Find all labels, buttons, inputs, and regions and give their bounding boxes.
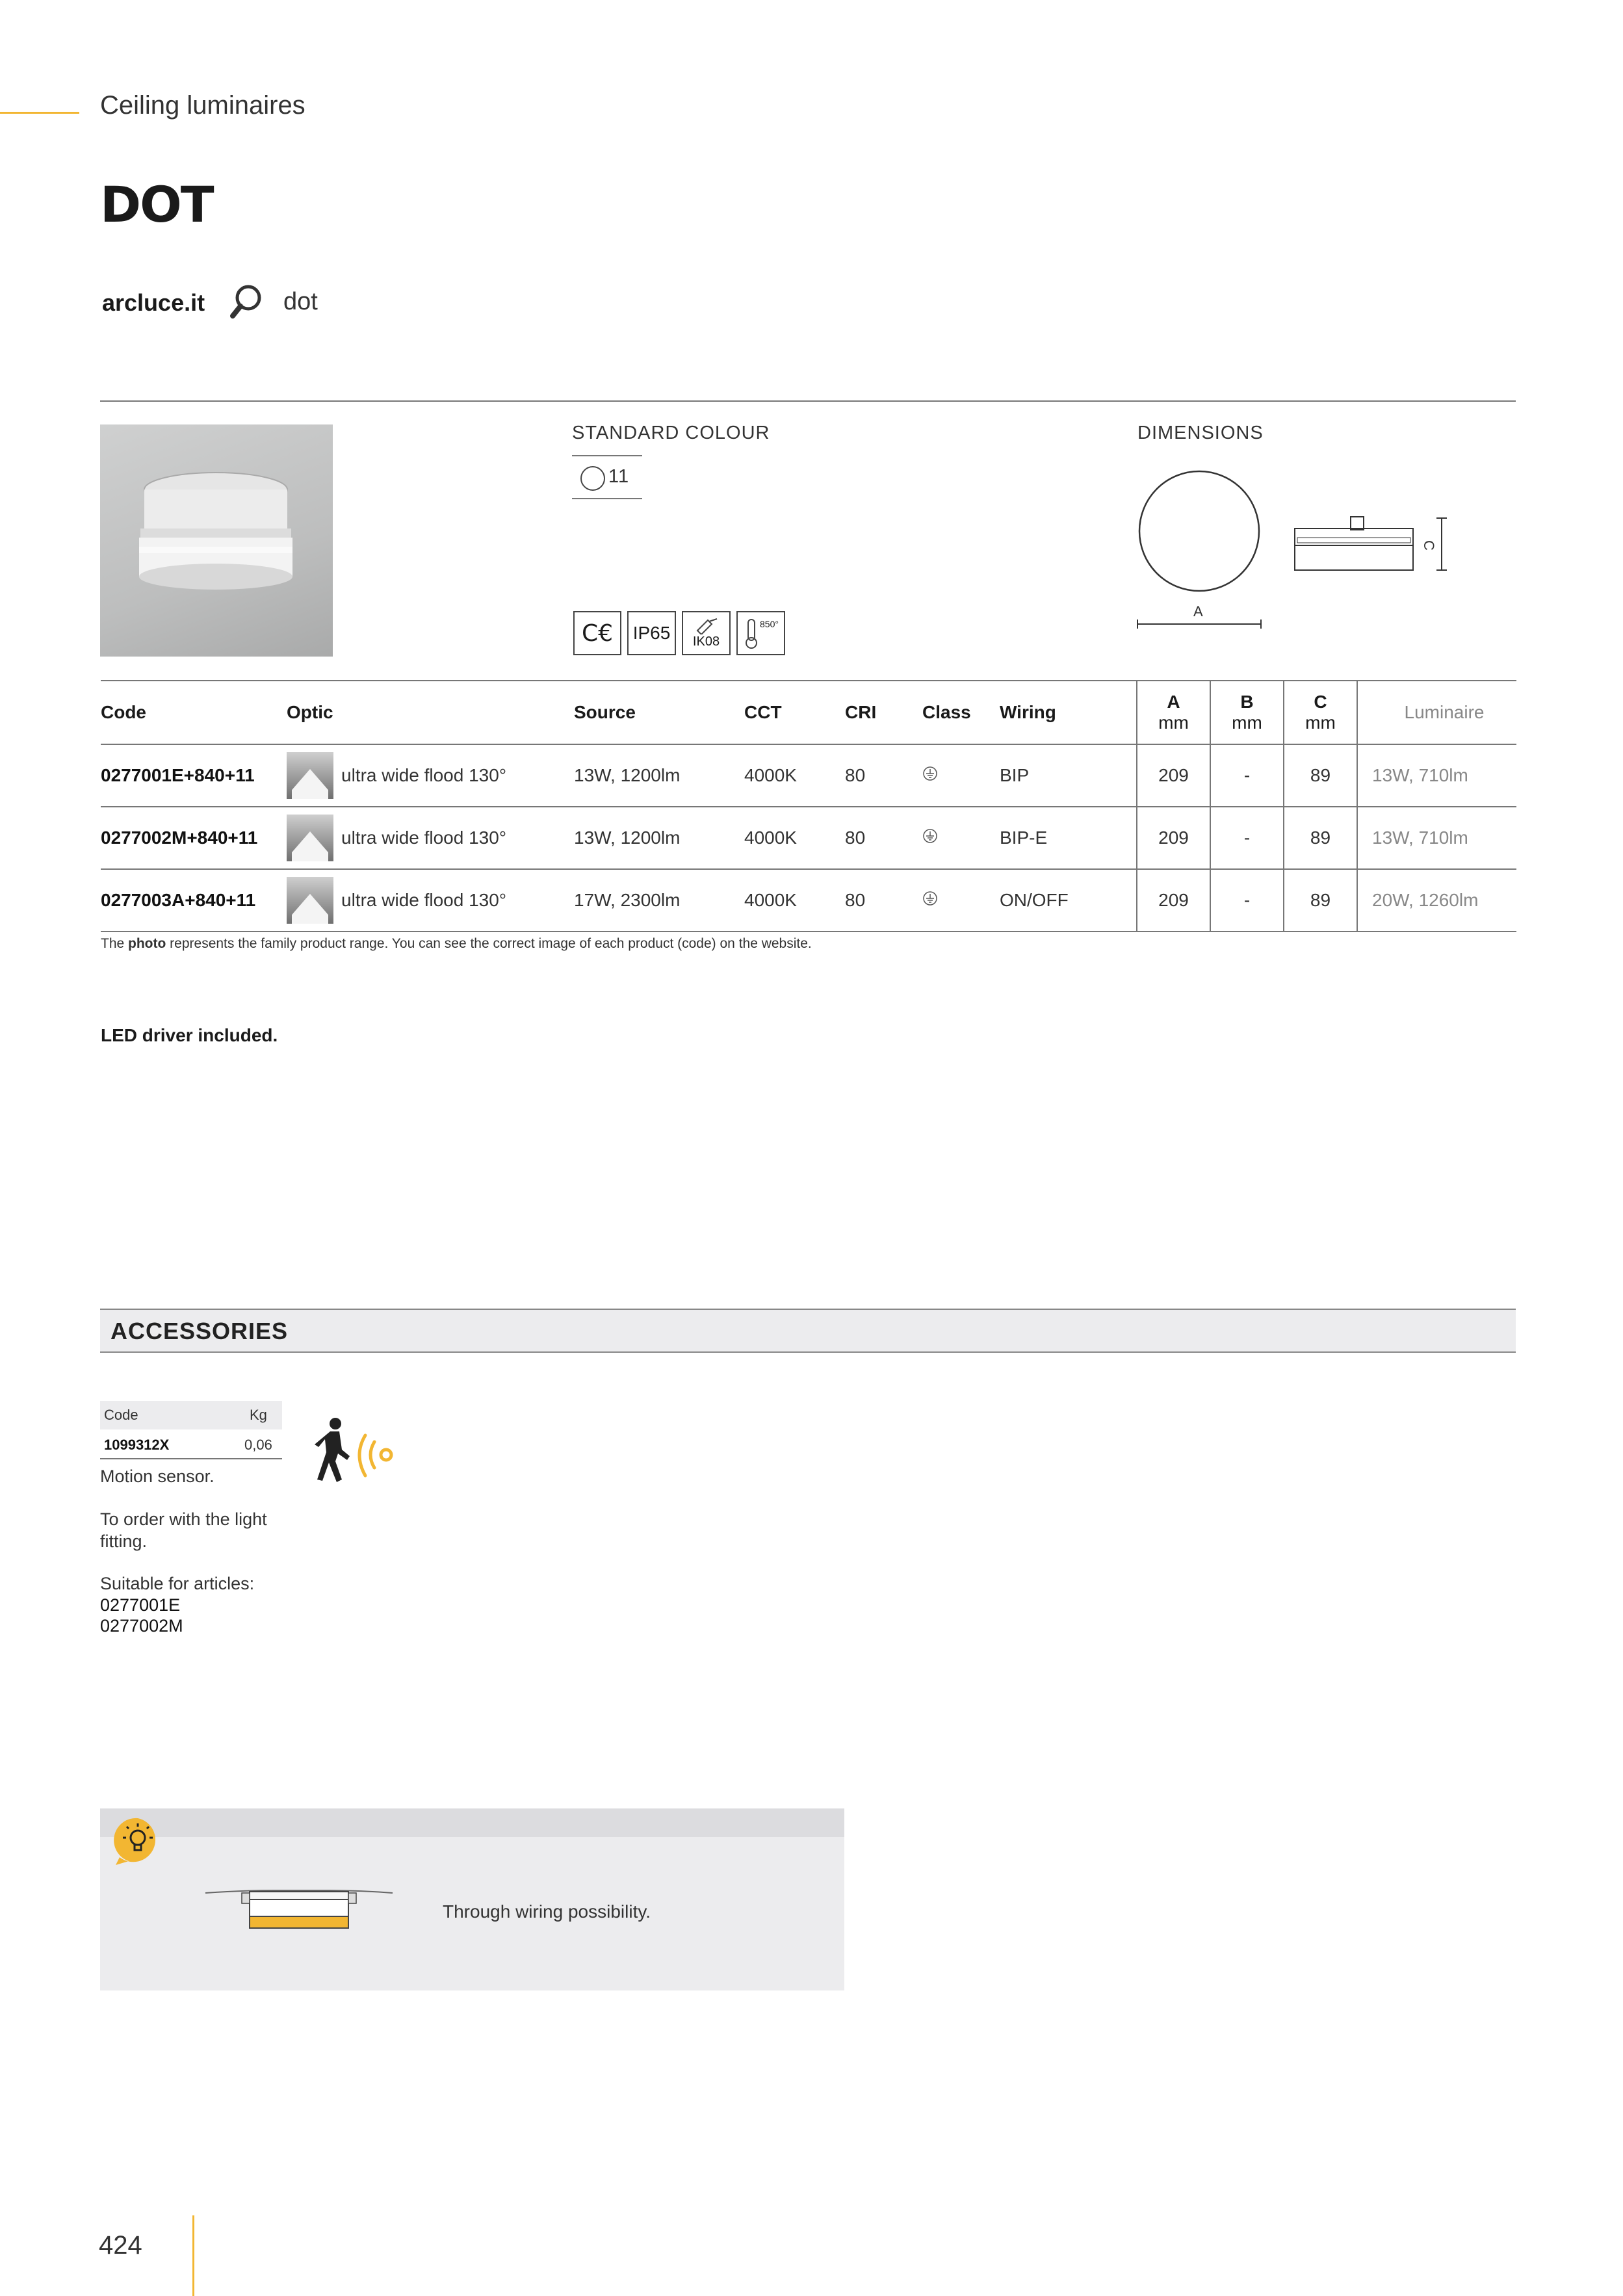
- accessory-article: 0277001E: [100, 1595, 181, 1615]
- accessory-suitable-label: Suitable for articles:: [100, 1574, 255, 1593]
- accessory-order-note: To order with the light fitting.: [100, 1509, 267, 1551]
- photo-note-pre: The: [101, 936, 129, 951]
- col-class: Class: [922, 681, 1000, 744]
- row-class: [922, 744, 1000, 807]
- standard-colour-label: STANDARD COLOUR: [572, 423, 770, 443]
- optic-beam-icon: [287, 877, 333, 924]
- col-code: Code: [101, 681, 287, 744]
- row-optic: [287, 869, 574, 932]
- earth-class-icon: [922, 828, 938, 844]
- photo-note-bold: photo: [128, 936, 166, 951]
- col-a-label: A: [1167, 692, 1180, 712]
- accessory-kg: 0,06: [244, 1437, 272, 1453]
- accessory-desc: Motion sensor.: [100, 1467, 214, 1486]
- footer-accent-line: [192, 2215, 194, 2296]
- dimension-c-label: C: [1420, 540, 1437, 551]
- photo-note-post: represents the family product range. You can see the correct image of each product (code) on the website.: [166, 936, 812, 951]
- section-title: Ceiling luminaires: [100, 91, 305, 120]
- glow-wire-badge: [736, 611, 785, 655]
- tip-text: Through wiring possibility.: [443, 1901, 651, 1922]
- colour-code: 11: [608, 466, 630, 487]
- accessory-col-kg: Kg: [250, 1407, 267, 1423]
- row-c: 89: [1284, 807, 1357, 869]
- table-header-row: [101, 681, 1516, 744]
- thermometer-icon: [743, 617, 760, 649]
- accessory-col-code: Code: [104, 1407, 138, 1423]
- optic-beam-icon: [287, 752, 333, 799]
- row-c: 89: [1284, 744, 1357, 807]
- row-code: 0277002M+840+11: [101, 807, 287, 869]
- product-title: DOT: [100, 176, 213, 233]
- earth-class-icon: [922, 891, 938, 906]
- accessory-article: 0277002M: [100, 1616, 183, 1636]
- search-icon: [229, 283, 263, 320]
- row-luminaire: 20W, 1260lm: [1357, 869, 1516, 932]
- spec-table: [101, 680, 1516, 932]
- row-b: -: [1210, 744, 1284, 807]
- lightbulb-tip-icon: [113, 1816, 164, 1866]
- colour-divider-top: [572, 455, 642, 456]
- col-a: [1137, 681, 1210, 744]
- col-b-unit: mm: [1232, 712, 1262, 733]
- row-source: 13W, 1200lm: [574, 807, 744, 869]
- col-cri: CRI: [845, 681, 922, 744]
- row-class: [922, 807, 1000, 869]
- table-row: [101, 807, 1516, 869]
- row-cri: 80: [845, 807, 922, 869]
- col-c-label: C: [1314, 692, 1327, 712]
- optic-beam-icon: [287, 815, 333, 861]
- row-cct: 4000K: [744, 744, 845, 807]
- row-cri: 80: [845, 869, 922, 932]
- ce-mark: C€: [573, 611, 621, 655]
- driver-note: LED driver included.: [101, 1025, 278, 1045]
- row-optic: [287, 807, 574, 869]
- row-a: 209: [1137, 869, 1210, 932]
- ip-rating-badge: [627, 611, 676, 655]
- dimension-a-label: A: [1193, 603, 1203, 620]
- through-wiring-diagram: [203, 1884, 395, 1932]
- accessory-code: 1099312X: [104, 1437, 170, 1453]
- col-b: [1210, 681, 1284, 744]
- row-b: -: [1210, 807, 1284, 869]
- dimensions-label: DIMENSIONS: [1137, 423, 1264, 443]
- row-luminaire: 13W, 710lm: [1357, 807, 1516, 869]
- row-optic: [287, 744, 574, 807]
- row-wiring: ON/OFF: [1000, 869, 1137, 932]
- search-term: dot: [283, 288, 318, 315]
- row-code: 0277001E+840+11: [101, 744, 287, 807]
- row-luminaire: 13W, 710lm: [1357, 744, 1516, 807]
- col-source: Source: [574, 681, 744, 744]
- row-cct: 4000K: [744, 869, 845, 932]
- luminaire-image: [100, 424, 333, 657]
- row-class: [922, 869, 1000, 932]
- glow-wire-temp: 850°: [760, 619, 779, 629]
- row-source: 13W, 1200lm: [574, 744, 744, 807]
- motion-sensor-icon: [309, 1416, 400, 1487]
- product-photo: [100, 424, 333, 657]
- table-row: [101, 744, 1516, 807]
- col-optic: Optic: [287, 681, 574, 744]
- accessory-row-divider: [100, 1458, 282, 1459]
- accessories-bar: [100, 1309, 1516, 1353]
- col-cct: CCT: [744, 681, 845, 744]
- col-wiring: Wiring: [1000, 681, 1137, 744]
- ik-rating-badge: [682, 611, 731, 655]
- hammer-icon: [694, 618, 720, 634]
- optic-label: ultra wide flood 130°: [341, 828, 507, 848]
- earth-class-icon: [922, 766, 938, 781]
- row-a: 209: [1137, 807, 1210, 869]
- ik-rating: IK08: [692, 634, 720, 649]
- row-b: -: [1210, 869, 1284, 932]
- row-cri: 80: [845, 744, 922, 807]
- col-c: [1284, 681, 1357, 744]
- table-row: [101, 869, 1516, 932]
- col-b-label: B: [1240, 692, 1254, 712]
- col-luminaire: Luminaire: [1357, 681, 1516, 744]
- page-number: 424: [99, 2231, 142, 2260]
- row-wiring: BIP: [1000, 744, 1137, 807]
- ip-rating: IP65: [632, 623, 671, 643]
- col-c-unit: mm: [1305, 712, 1336, 733]
- row-c: 89: [1284, 869, 1357, 932]
- header-accent-line: [0, 112, 79, 114]
- col-a-unit: mm: [1158, 712, 1189, 733]
- website-link[interactable]: arcluce.it: [102, 289, 205, 316]
- row-wiring: BIP-E: [1000, 807, 1137, 869]
- photo-note: [101, 936, 812, 952]
- dimension-drawing: [1131, 465, 1469, 634]
- tip-header-strip: [100, 1808, 844, 1837]
- colour-divider-bottom: [572, 498, 642, 499]
- row-code: 0277003A+840+11: [101, 869, 287, 932]
- optic-label: ultra wide flood 130°: [341, 890, 507, 910]
- accessories-title: ACCESSORIES: [110, 1318, 289, 1344]
- top-divider: [100, 400, 1516, 402]
- optic-label: ultra wide flood 130°: [341, 765, 507, 785]
- colour-swatch: [580, 466, 605, 491]
- row-a: 209: [1137, 744, 1210, 807]
- row-source: 17W, 2300lm: [574, 869, 744, 932]
- row-cct: 4000K: [744, 807, 845, 869]
